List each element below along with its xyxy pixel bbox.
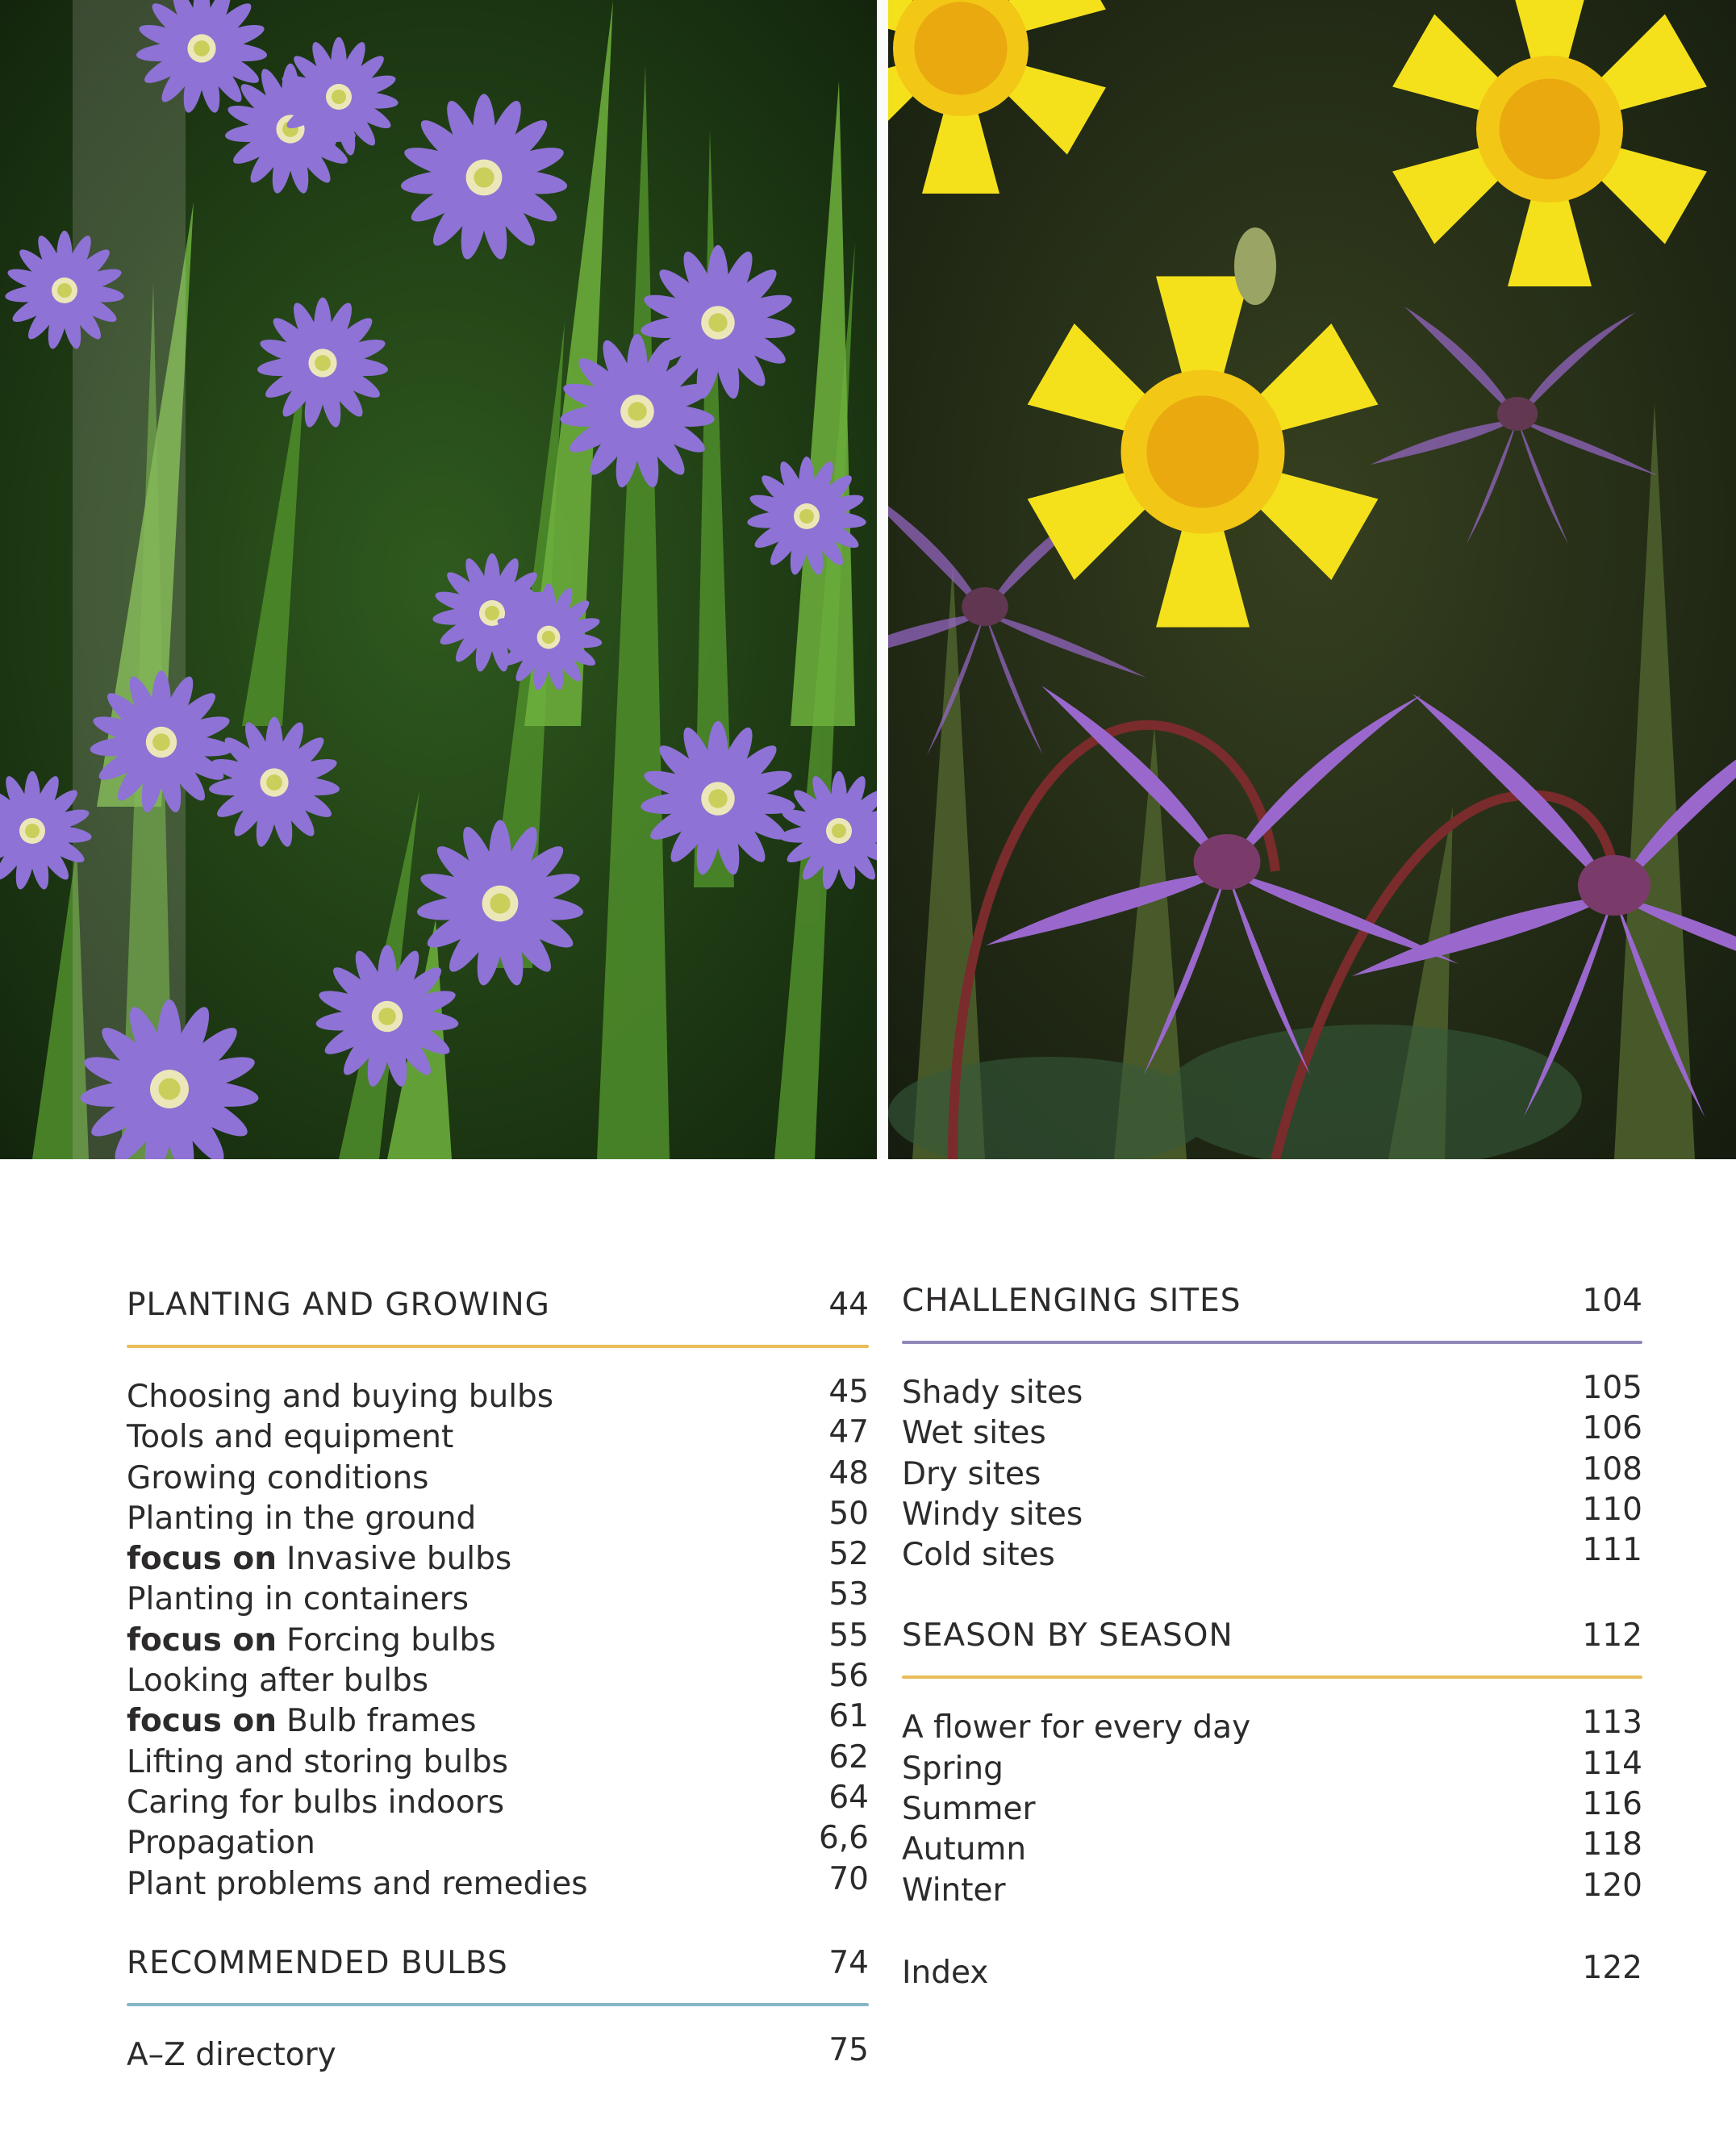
toc-entry[interactable]	[127, 1698, 869, 1742]
section-title: CHALLENGING SITES	[902, 1283, 1241, 1319]
entry-page: 105	[1582, 1370, 1642, 1406]
toc-entry[interactable]	[127, 1374, 869, 1417]
entry-label: A flower for every day	[902, 1709, 1251, 1746]
toc-entry[interactable]	[127, 1820, 869, 1863]
photo-gutter	[877, 0, 888, 1159]
section-rule	[902, 1341, 1642, 1344]
section-title: SEASON BY SEASON	[902, 1617, 1233, 1655]
entry-page: 122	[1582, 1949, 1642, 1986]
entry-page: 61	[828, 1698, 869, 1735]
entry-page: 75	[828, 2031, 869, 2068]
entry-label: Planting in containers	[127, 1581, 469, 1618]
entry-page: 113	[1582, 1705, 1642, 1742]
section-heading-challenging[interactable]	[902, 1283, 1642, 1325]
entry-label: Growing conditions	[127, 1459, 429, 1496]
entry-page: 47	[828, 1414, 869, 1451]
entry-page: 116	[1582, 1786, 1642, 1823]
toc-entry[interactable]	[902, 1410, 1642, 1454]
section-rule	[127, 1345, 869, 1348]
focus-on-tag: focus on	[127, 1621, 277, 1659]
section-page: 74	[828, 1944, 869, 1981]
entry-page: 45	[828, 1374, 869, 1410]
toc-entry[interactable]	[902, 1491, 1642, 1535]
entry-label: A–Z directory	[127, 2036, 336, 2073]
toc-entry[interactable]	[902, 1705, 1642, 1748]
entry-label: Tools and equipment	[127, 1419, 454, 1456]
toc-entry[interactable]	[902, 1450, 1642, 1495]
anemone-photo-graphic	[0, 0, 877, 1159]
entry-page: 48	[828, 1454, 869, 1492]
entry-page: 50	[828, 1495, 869, 1532]
focus-on-tag: focus on	[127, 1703, 277, 1740]
entry-page: 106	[1582, 1410, 1642, 1447]
entry-label: Caring for bulbs indoors	[127, 1784, 505, 1821]
entry-page: 120	[1582, 1867, 1642, 1904]
toc-entry[interactable]	[127, 1454, 869, 1499]
entry-label: Planting in the ground	[127, 1500, 477, 1537]
section-page: 112	[1582, 1617, 1642, 1655]
entry-label: Summer	[902, 1791, 1036, 1828]
entry-label: Wet sites	[902, 1415, 1046, 1452]
entry-label: Autumn	[902, 1831, 1027, 1868]
entry-page: 70	[828, 1860, 869, 1897]
entry-label: Forcing bulbs	[286, 1621, 496, 1659]
entry-page: 52	[828, 1536, 869, 1573]
entry-label: Shady sites	[902, 1375, 1083, 1411]
toc-entry[interactable]	[902, 1370, 1642, 1413]
entry-page: 56	[828, 1658, 869, 1695]
entry-label: Index	[902, 1954, 989, 1991]
entry-label: Spring	[902, 1750, 1004, 1787]
entry-label: Choosing and buying bulbs	[127, 1379, 554, 1415]
section-rule	[902, 1676, 1642, 1679]
entry-label: Winter	[902, 1872, 1006, 1909]
contents-right-column	[902, 1283, 1642, 1993]
entry-label: Windy sites	[902, 1496, 1083, 1533]
section-page: 104	[1582, 1283, 1642, 1319]
entry-page: 118	[1582, 1826, 1642, 1863]
toc-entry[interactable]	[127, 1414, 869, 1458]
section-heading-season[interactable]	[902, 1617, 1642, 1659]
entry-label: Lifting and storing bulbs	[127, 1743, 508, 1780]
entry-page: 62	[828, 1738, 869, 1776]
entry-page: 6,6	[818, 1820, 869, 1857]
section-title: RECOMMENDED BULBS	[127, 1944, 508, 1981]
section-rule	[127, 2003, 869, 2006]
toc-entry[interactable]	[127, 1658, 869, 1701]
anemone-photo	[0, 0, 877, 1159]
entry-label: Dry sites	[902, 1455, 1041, 1492]
entry-page: 53	[828, 1576, 869, 1613]
toc-entry[interactable]	[127, 1860, 869, 1905]
toc-entry[interactable]	[902, 1786, 1642, 1830]
toc-entry[interactable]	[902, 1867, 1642, 1911]
toc-entry[interactable]	[127, 1576, 869, 1620]
toc-entry[interactable]	[127, 1536, 869, 1580]
entry-label: Looking after bulbs	[127, 1663, 429, 1700]
section-heading-recommended[interactable]	[127, 1945, 869, 1987]
section-page: 44	[828, 1287, 869, 1323]
toc-entry[interactable]	[127, 1495, 869, 1539]
entry-page: 111	[1582, 1532, 1642, 1569]
focus-on-tag: focus on	[127, 1541, 277, 1578]
toc-entry[interactable]	[127, 2031, 869, 2076]
section-title: PLANTING AND GROWING	[127, 1287, 550, 1323]
entry-page: 108	[1582, 1450, 1642, 1488]
toc-entry[interactable]	[902, 1532, 1642, 1575]
daffodil-erythronium-photo	[888, 0, 1736, 1159]
entry-label: Cold sites	[902, 1537, 1055, 1574]
section-heading-planting[interactable]	[127, 1287, 869, 1329]
entry-label: Bulb frames	[286, 1703, 477, 1740]
toc-entry[interactable]	[902, 1745, 1642, 1789]
entry-page: 55	[828, 1617, 869, 1654]
contents-left-column	[127, 1287, 869, 2076]
entry-label: Plant problems and remedies	[127, 1865, 588, 1902]
toc-entry[interactable]	[127, 1738, 869, 1783]
daffodil-photo-graphic	[888, 0, 1736, 1159]
entry-page: 110	[1582, 1491, 1642, 1528]
toc-entry-index[interactable]	[902, 1949, 1642, 1993]
toc-entry[interactable]	[902, 1826, 1642, 1870]
toc-entry[interactable]	[127, 1617, 869, 1661]
entry-label: Propagation	[127, 1825, 315, 1862]
entry-page: 114	[1582, 1745, 1642, 1782]
entry-page: 64	[828, 1779, 869, 1816]
toc-entry[interactable]	[127, 1779, 869, 1823]
entry-label: Invasive bulbs	[286, 1541, 512, 1578]
